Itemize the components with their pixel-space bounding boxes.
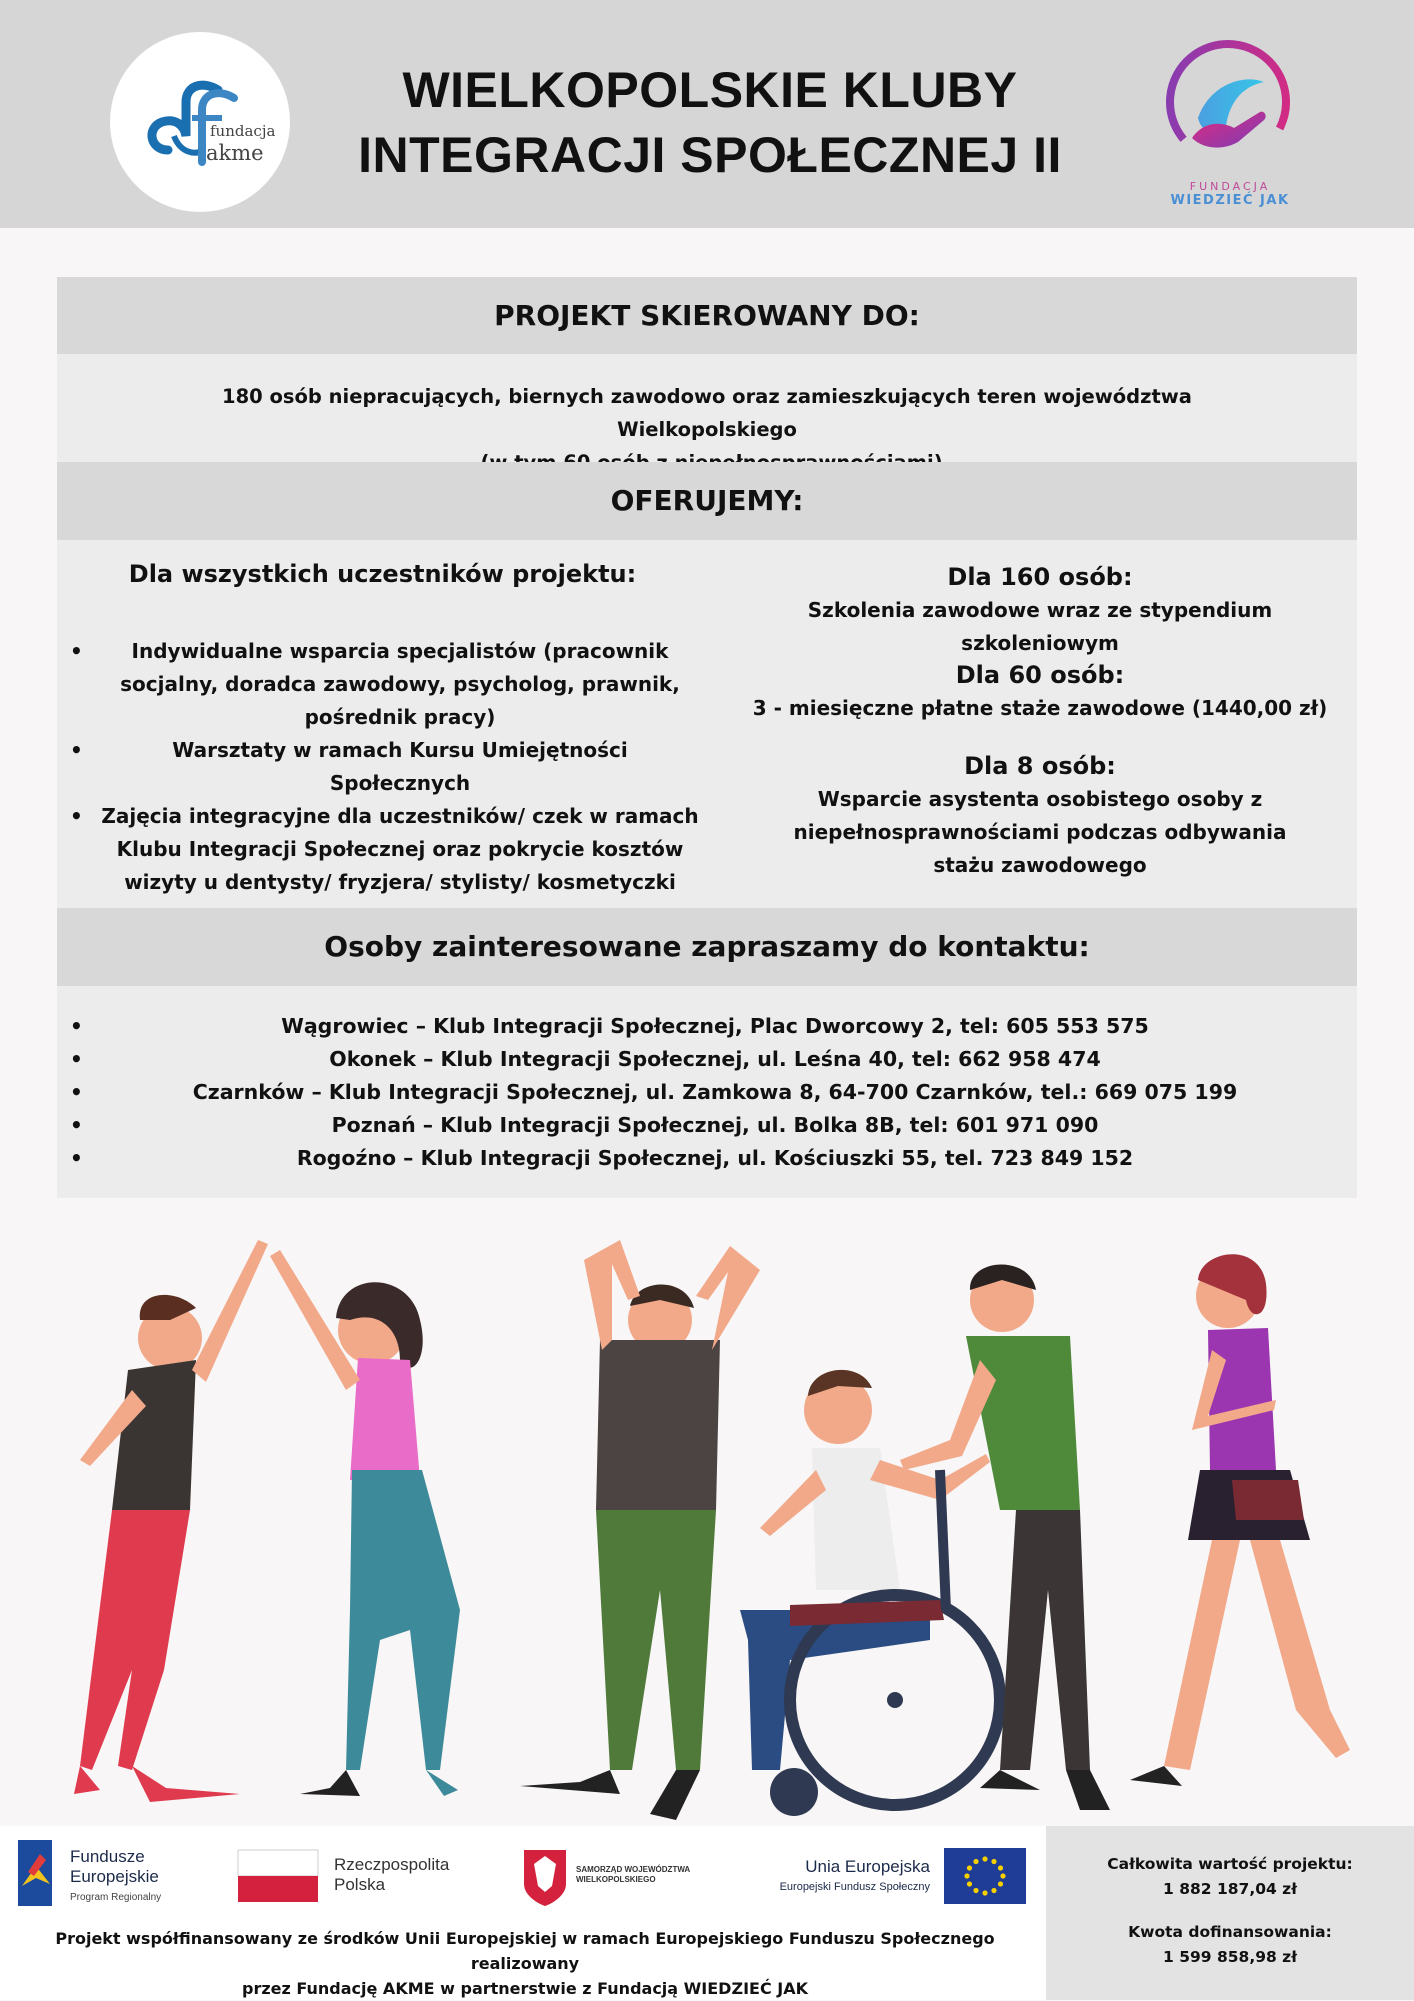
svg-text:Rzeczpospolita: Rzeczpospolita xyxy=(334,1855,450,1874)
target-line-1: 180 osób niepracujących, biernych zawodowo oraz zamieszkujących teren województwa Wielkopolskiego xyxy=(222,385,1192,441)
bullet-icon: • xyxy=(70,804,83,828)
bullet-icon: • xyxy=(70,738,83,762)
total-value-block xyxy=(1046,1852,1414,1902)
svg-text:akme: akme xyxy=(206,141,264,165)
akme-logo xyxy=(110,32,290,212)
wiedziec-jak-logo xyxy=(1140,30,1320,210)
svg-text:WIELKOPOLSKIEGO: WIELKOPOLSKIEGO xyxy=(576,1875,656,1884)
contact-item: • Czarnków – Klub Integracji Społecznej, ul. Zamkowa 8, 64-700 Czarnków, tel.: 669 075 199 xyxy=(60,1076,1350,1109)
title-line-1: WIELKOPOLSKIE KLUBY xyxy=(402,62,1018,118)
svg-text:Program Regionalny: Program Regionalny xyxy=(70,1892,162,1903)
list-item: • Zajęcia integracyjne dla uczestników/ czek w ramach Klubu Integracji Społecznej oraz pokrycie kosztów wizyty u dentysty/ fryzjera/ stylisty/ kosmetyczki xyxy=(60,800,700,899)
target-section-title: PROJEKT SKIEROWANY DO: xyxy=(57,277,1357,354)
group-description: 3 - miesięczne płatne staże zawodowe (1440,00 zł) xyxy=(752,696,1328,720)
total-value-label: Całkowita wartość projektu: xyxy=(1107,1855,1353,1873)
contact-item: • Rogoźno – Klub Integracji Społecznej, ul. Kościuszki 55, tel. 723 849 152 xyxy=(60,1142,1350,1175)
unia-europejska-logo xyxy=(780,1848,1026,1904)
svg-text:WIEDZIEĆ JAK: WIEDZIEĆ JAK xyxy=(1170,193,1290,208)
cofinancing-note xyxy=(10,1926,1040,2001)
contact-item: • Okonek – Klub Integracji Społecznej, ul. Leśna 40, tel: 662 958 474 xyxy=(60,1043,1350,1076)
people-illustration xyxy=(0,1210,1414,1830)
person-pushing xyxy=(900,1264,1110,1810)
bullet-icon: • xyxy=(70,1146,83,1170)
svg-text:fundacja: fundacja xyxy=(210,122,276,140)
group-8 xyxy=(770,749,1310,882)
group-heading: Dla 160 osób: xyxy=(947,563,1133,591)
contact-item: • Poznań – Klub Integracji Społecznej, ul. Bolka 8B, tel: 601 971 090 xyxy=(60,1109,1350,1142)
person-stretching xyxy=(520,1240,760,1820)
group-description: Szkolenia zawodowe wraz ze stypendium szkoleniowym xyxy=(807,598,1273,655)
page-title xyxy=(300,58,1120,188)
svg-text:FUNDACJA: FUNDACJA xyxy=(1189,180,1271,193)
cofunding-label: Kwota dofinansowania: xyxy=(1128,1923,1332,1941)
cofinancing-note-line-1: Projekt współfinansowany ze środków Unii Europejskiej w ramach Europejskiego Funduszu Społecznego realizowany xyxy=(55,1929,995,1973)
bullet-icon: • xyxy=(70,1047,83,1071)
samorzad-wojewodztwa-logo xyxy=(524,1850,690,1906)
svg-text:Europejskie: Europejskie xyxy=(70,1867,159,1886)
all-participants-list xyxy=(60,635,700,899)
list-item: • Indywidualne wsparcia specjalistów (pracownik socjalny, doradca zawodowy, psycholog, prawnik, pośrednik pracy) xyxy=(60,635,700,734)
contact-section-title: Osoby zainteresowane zapraszamy do kontaktu: xyxy=(57,908,1357,986)
group-description: Wsparcie asystenta osobistego osoby z niepełnosprawnościami podczas odbywania stażu zawodowego xyxy=(793,787,1287,877)
total-value-amount: 1 882 187,04 zł xyxy=(1163,1880,1297,1898)
bullet-icon: • xyxy=(70,1113,83,1137)
group-60 xyxy=(730,658,1350,725)
bullet-icon: • xyxy=(70,1014,83,1038)
title-line-2: INTEGRACJI SPOŁECZNEJ II xyxy=(358,127,1062,183)
all-participants-heading: Dla wszystkich uczestników projektu: xyxy=(128,560,637,588)
offer-section-title: OFERUJEMY: xyxy=(57,462,1357,540)
svg-text:Unia Europejska: Unia Europejska xyxy=(805,1857,930,1876)
svg-text:SAMORZĄD WOJEWÓDZTWA: SAMORZĄD WOJEWÓDZTWA xyxy=(576,1865,691,1874)
cofunding-amount: 1 599 858,98 zł xyxy=(1163,1948,1297,1966)
bullet-icon: • xyxy=(70,1080,83,1104)
contact-list xyxy=(60,1010,1350,1175)
svg-text:Europejski Fundusz Społeczny: Europejski Fundusz Społeczny xyxy=(779,1881,930,1893)
group-heading: Dla 60 osób: xyxy=(955,661,1125,689)
bullet-icon: • xyxy=(70,639,83,663)
svg-text:Fundusze: Fundusze xyxy=(70,1847,145,1866)
list-item: • Warsztaty w ramach Kursu Umiejętności Społecznych xyxy=(60,734,700,800)
contact-item: • Wągrowiec – Klub Integracji Społecznej, Plac Dworcowy 2, tel: 605 553 575 xyxy=(60,1010,1350,1043)
svg-text:Polska: Polska xyxy=(334,1875,386,1894)
group-160 xyxy=(730,560,1350,660)
rzeczpospolita-polska-logo xyxy=(238,1850,450,1902)
group-heading: Dla 8 osób: xyxy=(964,752,1116,780)
cofunding-block xyxy=(1046,1920,1414,1970)
fundusze-europejskie-logo xyxy=(18,1840,161,1906)
cofinancing-note-line-2: przez Fundację AKME w partnerstwie z Fundacją WIEDZIEĆ JAK xyxy=(241,1979,808,1998)
person-high-five-right xyxy=(270,1250,460,1796)
person-walking xyxy=(1130,1254,1350,1786)
person-high-five-left xyxy=(74,1240,268,1802)
